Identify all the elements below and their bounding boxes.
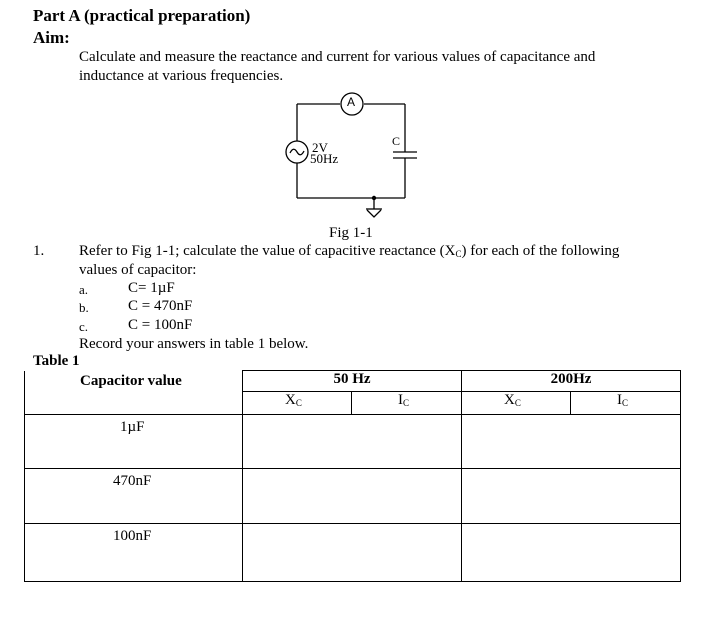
junction-dot	[372, 196, 376, 200]
item-b-letter: b.	[79, 300, 89, 315]
item-c-text: C = 100nF	[128, 317, 193, 333]
header-ic-200: $I_C$	[571, 392, 681, 415]
header-capacitor-label: Capacitor value	[80, 372, 182, 389]
header-capacitor-cell	[25, 371, 243, 415]
header-xc-200: $X_C$	[462, 392, 571, 415]
header-freq-200hz: 200Hz	[462, 371, 681, 392]
record-instruction: Record your answers in table 1 below.	[79, 336, 309, 352]
row-1-200hz-cell[interactable]	[462, 415, 681, 469]
ground-icon	[367, 210, 381, 217]
item-a-text: C= 1µF	[128, 280, 175, 296]
table-row	[25, 415, 681, 469]
item-b-text: C = 470nF	[128, 298, 193, 314]
row-2-200hz-cell[interactable]	[462, 469, 681, 524]
source-voltage-label: 2V	[312, 140, 328, 155]
item-c-letter: c.	[79, 319, 89, 334]
ammeter-label: A	[347, 95, 356, 109]
item-a-letter: a.	[79, 282, 89, 297]
row-1-50hz-cell[interactable]	[243, 415, 462, 469]
part-title: Part A (practical preparation)	[33, 6, 251, 25]
aim-text-line2: inductance at various frequencies.	[79, 68, 284, 84]
results-table	[24, 370, 681, 582]
row-2-50hz-cell[interactable]	[243, 469, 462, 524]
header-freq-50hz: 50 Hz	[243, 371, 462, 392]
question-line1: Refer to Fig 1-1; calculate the value of capacitive reactance $(X_C)$ for each of the following	[79, 243, 620, 259]
aim-label: Aim:	[33, 28, 70, 47]
question-line2: values of capacitor:	[79, 262, 197, 278]
table-row	[25, 524, 681, 582]
circuit-diagram	[0, 0, 720, 250]
sine-wave-icon	[290, 149, 304, 155]
row-3-200hz-cell[interactable]	[462, 524, 681, 582]
capacitor-label: C	[392, 134, 401, 148]
table-title: Table 1	[33, 353, 80, 369]
row-3-capacitor: 100nF	[25, 524, 243, 582]
header-xc-50: $X_C$	[243, 392, 352, 415]
row-1-capacitor: 1µF	[25, 415, 243, 469]
table-row	[25, 469, 681, 524]
question-number: 1.	[33, 243, 45, 259]
aim-text-line1: Calculate and measure the reactance and current for various values of capacitance and	[79, 49, 596, 65]
row-3-50hz-cell[interactable]	[243, 524, 462, 582]
source-frequency-label: 50Hz	[310, 151, 339, 166]
figure-caption: Fig 1-1	[329, 225, 373, 241]
header-ic-50: $I_C$	[352, 392, 462, 415]
row-2-capacitor: 470nF	[25, 469, 243, 524]
